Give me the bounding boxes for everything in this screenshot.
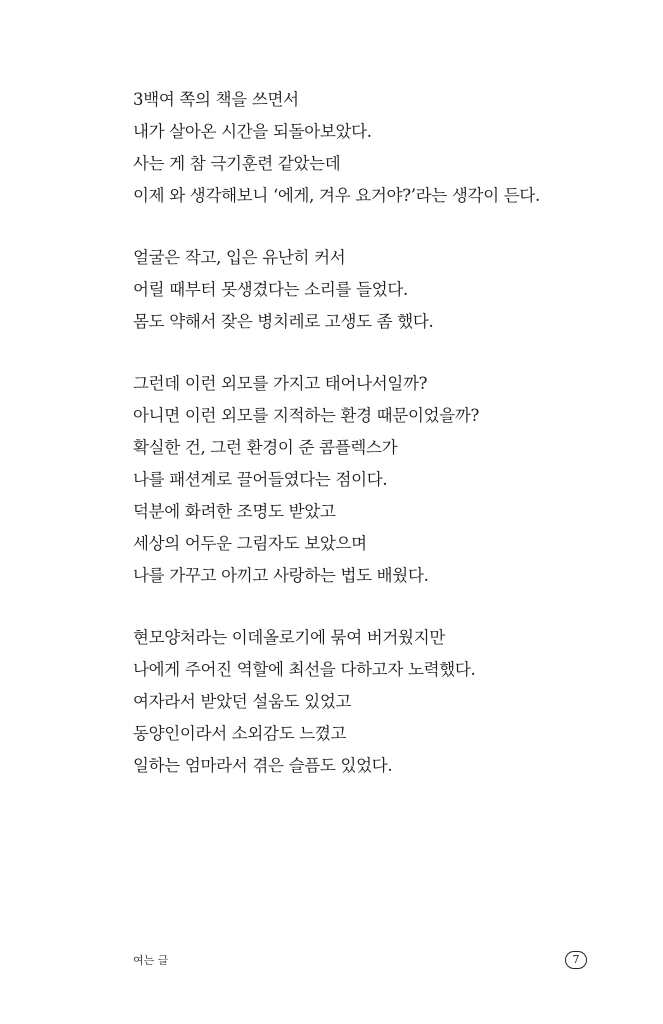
- text-line: 현모양처라는 이데올로기에 묶여 버거웠지만: [133, 628, 445, 647]
- text-line: 얼굴은 작고, 입은 유난히 커서: [133, 248, 346, 267]
- text-line: 몸도 약해서 잦은 병치레로 고생도 좀 했다.: [133, 312, 434, 331]
- text-line: 사는 게 참 극기훈련 같았는데: [133, 154, 341, 173]
- text-line: 확실한 건, 그런 환경이 준 콤플렉스가: [133, 438, 398, 457]
- text-line: 일하는 엄마라서 겪은 슬픔도 있었다.: [133, 756, 393, 775]
- text-line: 아니면 이런 외모를 지적하는 환경 때문이었을까?: [133, 406, 480, 425]
- text-line: 내가 살아온 시간을 되돌아보았다.: [133, 122, 372, 141]
- text-line: 동양인이라서 소외감도 느꼈고: [133, 724, 347, 743]
- stanza-3: [133, 368, 603, 592]
- text-line: 어릴 때부터 못생겼다는 소리를 들었다.: [133, 280, 408, 299]
- stanza-4: [133, 622, 603, 782]
- stanza-1: [133, 84, 603, 212]
- text-line: 여자라서 받았던 설움도 있었고: [133, 692, 352, 711]
- text-line: 이제 와 생각해보니 ‘에게, 겨우 요거야?’라는 생각이 든다.: [133, 186, 540, 205]
- text-line: 나를 패션계로 끌어들였다는 점이다.: [133, 470, 388, 489]
- text-line: 3백여 쪽의 책을 쓰면서: [133, 90, 299, 109]
- text-line: 나를 가꾸고 아끼고 사랑하는 법도 배웠다.: [133, 566, 429, 585]
- text-line: 덕분에 화려한 조명도 받았고: [133, 502, 336, 521]
- text-line: 세상의 어두운 그림자도 보았으며: [133, 534, 367, 553]
- text-line: 그런데 이런 외모를 가지고 태어나서일까?: [133, 374, 428, 393]
- text-line: 나에게 주어진 역할에 최선을 다하고자 노력했다.: [133, 660, 476, 679]
- stanza-2: [133, 242, 603, 338]
- page-number: 7: [565, 951, 587, 969]
- body-text: [133, 84, 603, 812]
- section-label: 여는 글: [133, 954, 169, 967]
